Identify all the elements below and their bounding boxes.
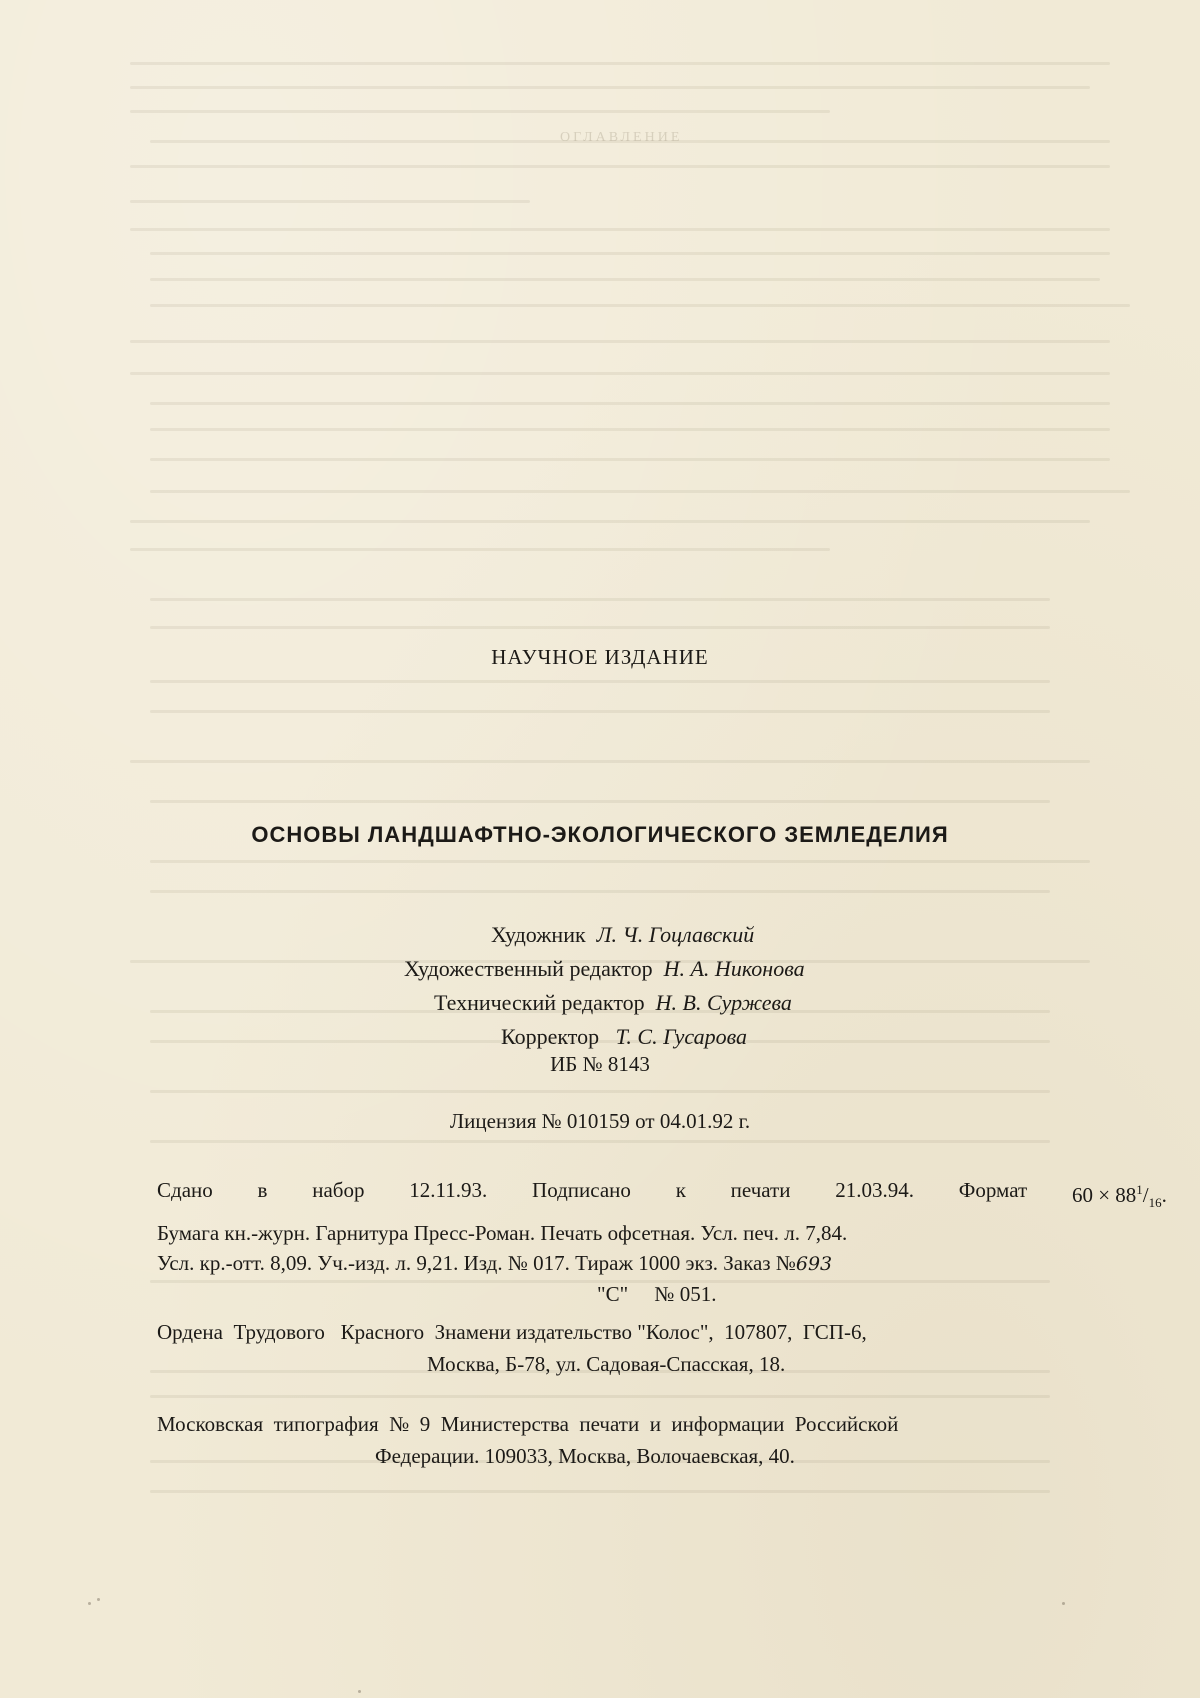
staff-credit-line xyxy=(0,986,1200,1020)
imprint-line: Бумага кн.-журн. Гарнитура Пресс-Роман. Печать офсетная. Усл. печ. л. 7,84. xyxy=(157,1221,848,1246)
paper-speck xyxy=(97,1598,100,1601)
imprint-line: "С" № 051. xyxy=(597,1282,717,1307)
imprint-text: Усл. кр.-отт. 8,09. Уч.-изд. л. 9,21. Изд. № 017. Тираж 1000 экз. Заказ № xyxy=(157,1251,796,1276)
imprint-word: Формат xyxy=(958,1178,1028,1202)
imprint-word: к xyxy=(675,1178,686,1202)
staff-role: Художественный редактор xyxy=(404,956,653,981)
printer-line: Московская типография № 9 Министерства печати и информации Российской xyxy=(157,1412,899,1436)
imprint-word: в xyxy=(257,1178,268,1202)
paper-speck xyxy=(88,1602,91,1605)
staff-role: Технический редактор xyxy=(434,990,645,1015)
format-numerator: 1 xyxy=(1136,1182,1143,1197)
book-title: ОСНОВЫ ЛАНДШАФТНО-ЭКОЛОГИЧЕСКОГО ЗЕМЛЕДЕЛИЯ xyxy=(251,822,949,847)
imprint-word: 12.11.93. xyxy=(409,1178,488,1202)
printer-info xyxy=(157,1408,1167,1472)
paper-speck xyxy=(1062,1602,1065,1605)
paper-speck xyxy=(358,1690,361,1693)
staff-person: Л. Ч. Гоцлавский xyxy=(596,922,755,947)
format-denominator: 16 xyxy=(1148,1195,1162,1211)
staff-credit-line xyxy=(0,918,1200,952)
order-number-handwritten: 693 xyxy=(795,1253,833,1276)
format-value: $60 \times 88^1/_{16}$. xyxy=(1071,1182,1167,1211)
imprint-word: Подписано xyxy=(532,1178,631,1202)
staff-credit-line xyxy=(0,952,1200,986)
imprint-line xyxy=(157,1175,1167,1218)
ib-number: ИБ № 8143 xyxy=(550,1052,650,1076)
staff-role: Художник xyxy=(491,922,586,947)
format-base: 60 × 88 xyxy=(1071,1183,1137,1207)
imprint-word: печати xyxy=(730,1178,791,1202)
imprint-word: набор xyxy=(312,1178,365,1202)
imprint-word: 21.03.94. xyxy=(835,1178,914,1202)
staff-person: Т. С. Гусарова xyxy=(615,1024,748,1049)
show-through-texture: ОГЛАВЛЕНИЕ xyxy=(0,0,1200,1698)
publisher-info xyxy=(157,1316,1167,1380)
imprint-line xyxy=(157,1248,1167,1279)
imprint-word: Сдано xyxy=(157,1178,213,1202)
printer-address: Федерации. 109033, Москва, Волочаевская, 40. xyxy=(375,1444,795,1468)
staff-credit-line xyxy=(0,1020,1200,1054)
series-label: НАУЧНОЕ ИЗДАНИЕ xyxy=(491,645,709,669)
print-imprint xyxy=(157,1175,1167,1309)
license-number: Лицензия № 010159 от 04.01.92 г. xyxy=(449,1109,751,1133)
staff-person: Н. В. Суржева xyxy=(655,990,792,1015)
staff-credits xyxy=(0,918,1200,1054)
publisher-address: Москва, Б-78, ул. Садовая-Спасская, 18. xyxy=(427,1352,786,1376)
staff-role: Корректор xyxy=(501,1024,600,1049)
publisher-line: Ордена Трудового Красного Знамени издательство "Колос", 107807, ГСП-6, xyxy=(157,1320,867,1344)
staff-person: Н. А. Никонова xyxy=(663,956,805,981)
